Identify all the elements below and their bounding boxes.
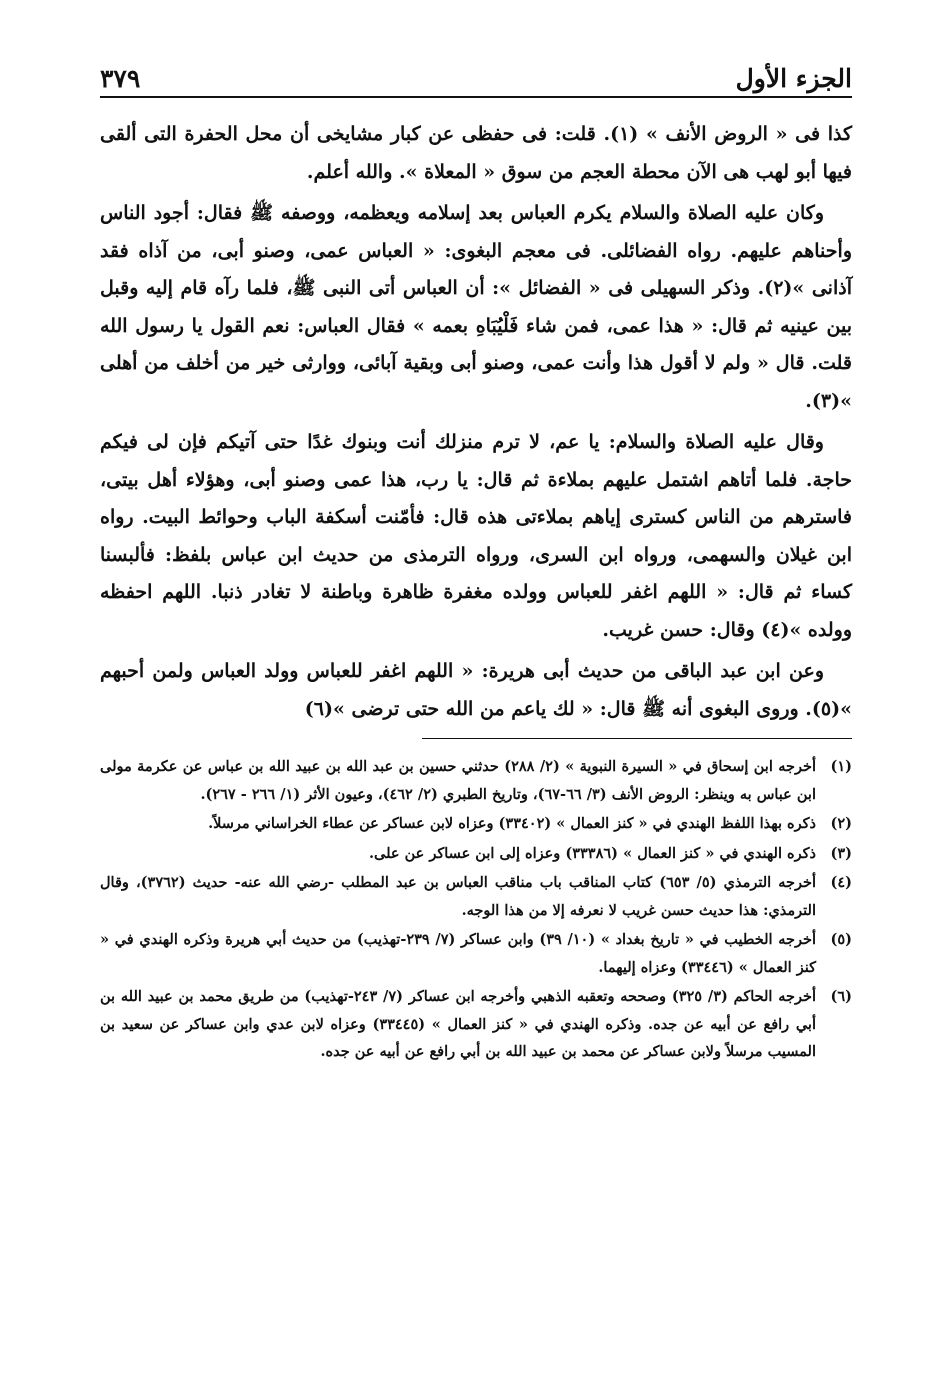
footnote-number: (٥): [830, 931, 852, 948]
footnote-number: (٤): [830, 874, 852, 891]
footnote-number: (٣): [830, 844, 852, 862]
running-header: [100, 58, 852, 98]
running-title: الجزء الأول: [735, 64, 852, 93]
footnote-separator: [422, 738, 852, 739]
footnote-number: (٦): [830, 988, 852, 1005]
book-page: [100, 58, 852, 1068]
footnote-number: (٢): [830, 815, 852, 832]
footnote-text: ذكره الهندي في « كنز العمال » (٣٣٣٨٦) وعزاه إلى ابن عساكر عن على.: [368, 844, 816, 862]
footnote: [100, 926, 852, 981]
footnotes: [100, 753, 852, 1066]
footnote: [100, 840, 852, 868]
footnote-text: أخرجه الترمذي (٥/ ٦٥٣) كتاب المناقب باب مناقب العباس بن عبد المطلب -رضي الله عنه- حديث (٣٧٦٢)، وقال الترمذي: هذا حديث حسن غريب لا نعرفه إلا من هذا الوجه.: [100, 874, 816, 919]
footnote-text: أخرجه ابن إسحاق في « السيرة النبوية » (٢/ ٢٨٨) حدثني حسين بن عبد الله بن عبيد الله بن عباس عن عكرمة مولى ابن عباس به وينظر: الروض الأنف (٣/ ٦٦-٦٧)، وتاريخ الطبري (٢/ ٤٦٢)، وعيون الأثر (١/ ٢٦٦ - ٢٦٧).: [100, 758, 816, 803]
footnote: [100, 869, 852, 924]
paragraph: وعن ابن عبد الباقى من حديث أبى هريرة: « اللهم اغفر للعباس وولد العباس ولمن أحبهم »(٥). وروى البغوى أنه ﷺ قال: « لك ياعم من الله حتى ترضى »(٦): [100, 660, 852, 720]
page-number: ٣٧٩: [100, 64, 141, 93]
footnote-text: أخرجه الخطيب في « تاريخ بغداد » (١٠/ ٣٩) وابن عساكر (٧/ ٢٣٩-تهذيب) من حديث أبي هريرة وذكره الهندي في « كنز العمال » (٣٣٤٤٦) وعزاه إليهما.: [100, 931, 816, 976]
paragraph: وقال عليه الصلاة والسلام: يا عم، لا ترم منزلك أنت وبنوك غدًا حتى آتيكم فإن لى فيكم حاجة. فلما أتاهم اشتمل عليهم بملاءة ثم قال: يا رب، هذا عمى وصنو أبى، وهؤلاء أهل بيتى، فاسترهم من الناس كسترى إياهم بملاءتى هذه قال: فأمّنت أسكفة الباب وحوائط البيت. رواه ابن غيلان والسهمى، ورواه ابن السرى، ورواه الترمذى من حديث ابن عباس بلفظ: فألبسنا كساء ثم قال: « اللهم اغفر للعباس وولده مغفرة ظاهرة وباطنة لا تغادر ذنبا. اللهم احفظه وولده »(٤) وقال: حسن غريب.: [100, 431, 852, 641]
footnote: [100, 983, 852, 1066]
footnote: [100, 810, 852, 838]
footnote-text: أخرجه الحاكم (٣/ ٣٢٥) وصححه وتعقبه الذهبي وأخرجه ابن عساكر (٧/ ٢٤٣-تهذيب) من طريق محمد بن عبيد الله بن أبي رافع عن أبيه عن جده. وذكره الهندي في « كنز العمال » (٣٣٤٤٥) وعزاه لابن عدي وابن عساكر عن سعيد بن المسيب مرسلاً ولابن عساكر عن محمد بن عبيد الله بن أبي رافع عن أبيه عن جده.: [100, 988, 816, 1060]
footnote-text: ذكره بهذا اللفظ الهندي في « كنز العمال » (٣٣٤٠٢) وعزاه لابن عساكر عن عطاء الخراساني مرسلاً.: [208, 815, 816, 832]
main-text: [100, 116, 852, 728]
paragraph: وكان عليه الصلاة والسلام يكرم العباس بعد إسلامه ويعظمه، ووصفه ﷺ فقال: أجود الناس وأحناهم عليهم. رواه الفضائلى. فى معجم البغوى: « العباس عمى، وصنو أبى، من آذاه فقد آذانى »(٢). وذكر السهيلى فى « الفضائل »: أن العباس أتى النبى ﷺ، فلما رآه قام إليه وقبل بين عينيه ثم قال: « هذا عمى، فمن شاء فَلْيُبَاهِ بعمه » فقال العباس: نعم القول يا رسول الله قلت. قال « ولم لا أقول هذا وأنت عمى، وصنو أبى وبقية آبائى، ووارثى خير من أخلف من أهلى »(٣).: [100, 202, 852, 412]
footnote-number: (١): [830, 758, 852, 775]
paragraph: كذا فى « الروض الأنف » (١). قلت: فى حفظى عن كبار مشايخى أن محل الحفرة التى ألقى فيها أبو لهب هى الآن محطة العجم من سوق « المعلاة ». والله أعلم.: [100, 123, 852, 183]
footnote: [100, 753, 852, 808]
